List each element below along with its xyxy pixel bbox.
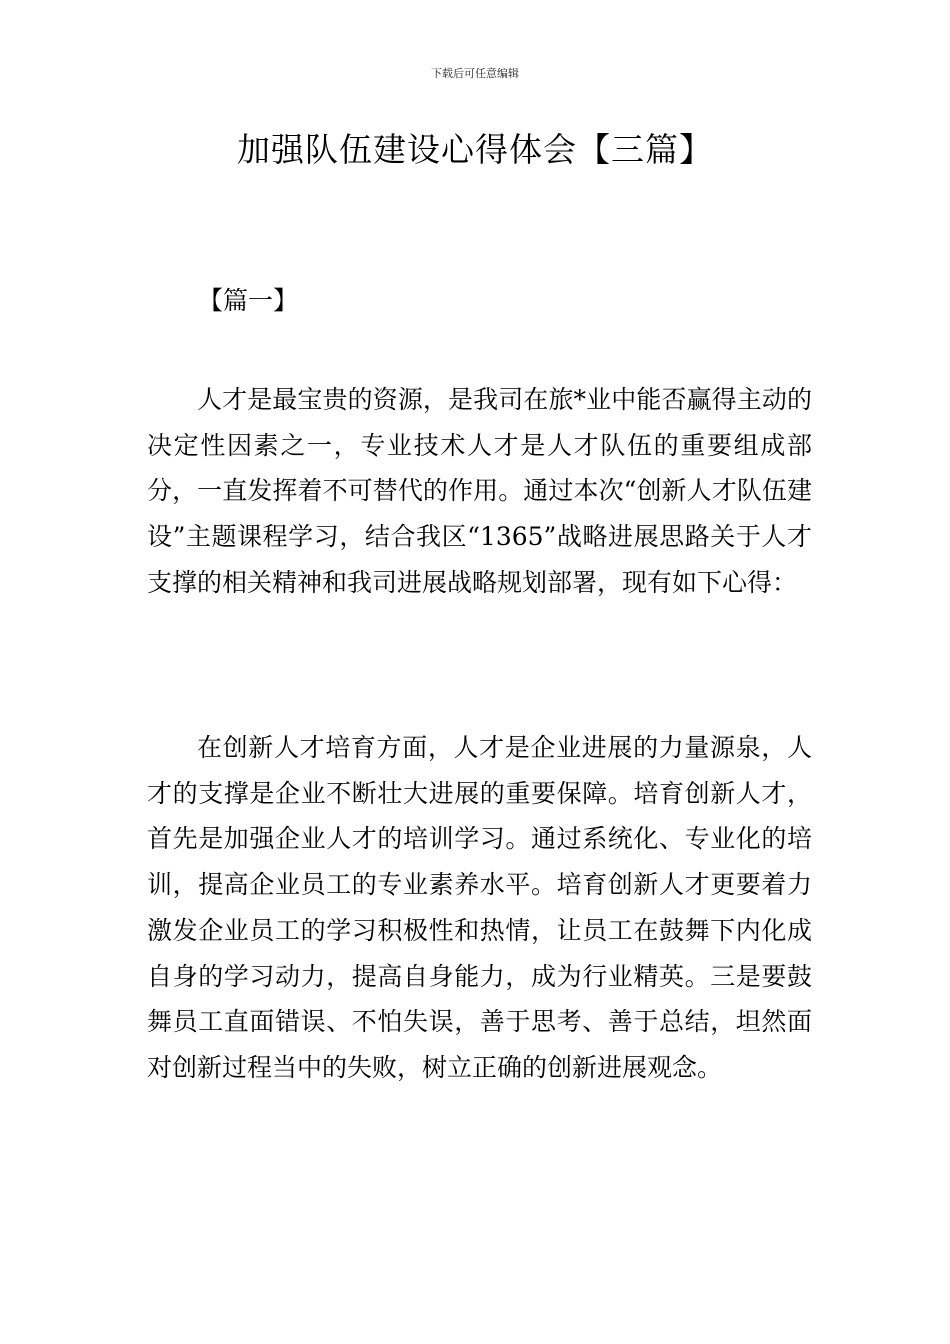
document-title: 加强队伍建设心得体会【三篇】 (237, 130, 713, 169)
section-heading: 【篇一】 (198, 286, 299, 315)
header-note: 下载后可任意编辑 (431, 67, 519, 80)
body-paragraph: 在创新人才培育方面，人才是企业进展的力量源泉，人才的支撑是企业不断壮大进展的重要保障。培育创新人才，首先是加强企业人才的培训学习。通过系统化、专业化的培训，提高企业员工的专业素养水平。培育创新人才更要着力激发企业员工的学习积极性和热情，让员工在鼓舞下内化成自身的学习动力，提高自身能力，成为行业精英。三是要鼓舞员工直面错误、不怕失误，善于思考、善于总结，坦然面对创新过程当中的失败，树立正确的创新进展观念。 (147, 733, 812, 1082)
body-paragraph: 人才是最宝贵的资源，是我司在旅*业中能否赢得主动的决定性因素之一，专业技术人才是人才队伍的重要组成部分，一直发挥着不可替代的作用。通过本次“创新人才队伍建设”主题课程学习，结合我区“1365”战略进展思路关于人才支撑的相关精神和我司进展战略规划部署，现有如下心得： (147, 385, 812, 597)
